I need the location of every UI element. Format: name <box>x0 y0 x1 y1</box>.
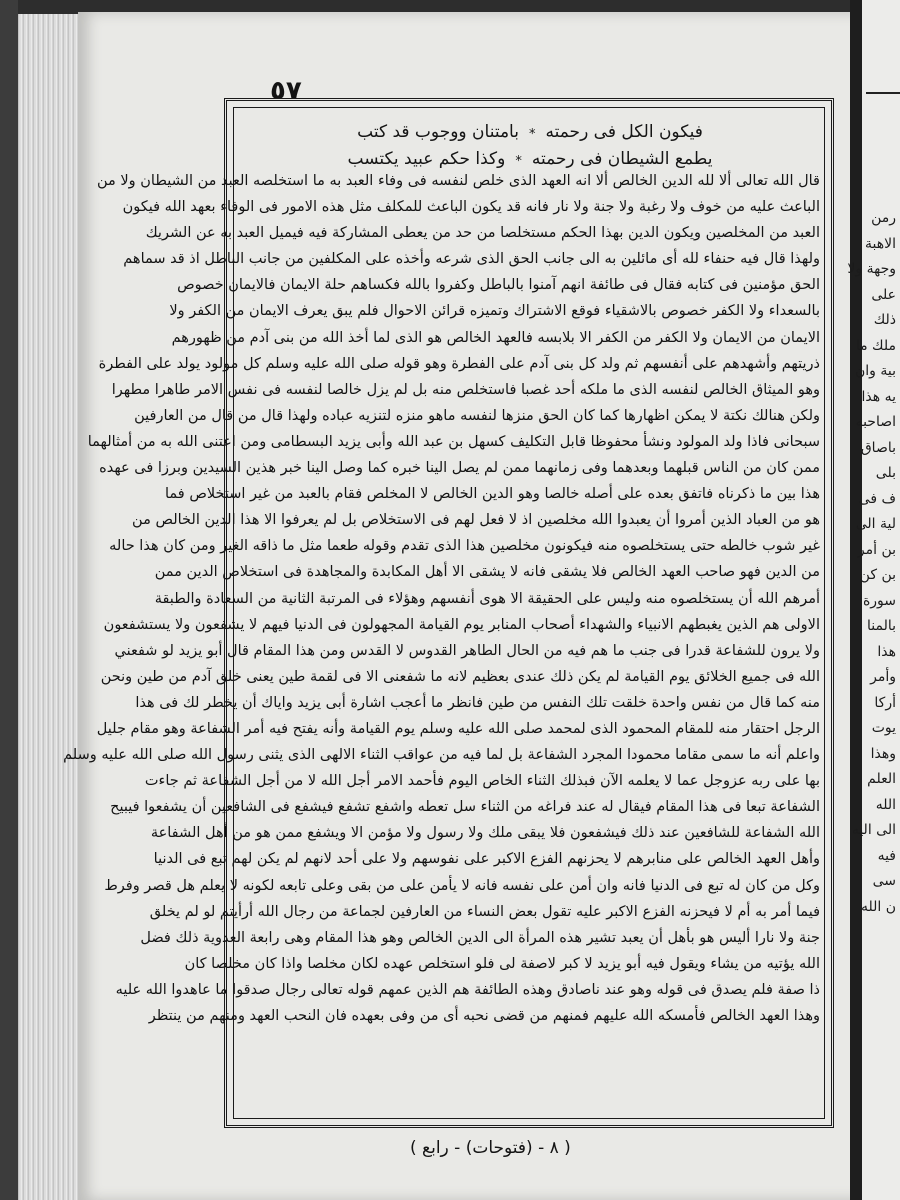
text-line: واعلم أنه ما سمى مقاما محمودا المجرد الشفاعة بل لما فيه من عواقب الثناء الالهى الذى يثنى رسول الله صلى الله عليه وسلم <box>63 747 820 764</box>
adjacent-page-text-fragment: اصاحبه <box>855 414 896 430</box>
text-line: الله يؤتيه من يشاء ويقول فيه أبو يزيد لا كبر لاصفة لى فلو استخلص عهده لكان مخلصا واذا كان مخلصا كان <box>184 955 820 972</box>
adjacent-page-text-fragment: العلم <box>867 771 896 787</box>
adjacent-page-text-fragment: ن الله <box>860 898 896 915</box>
adjacent-page-text-fragment: الى اليه <box>851 822 896 838</box>
adjacent-page <box>847 0 900 1200</box>
text-line: وأهل العهد الخالص على منابرهم لا يحزنهم الفزع الاكبر على نفوسهم ولا على أحد لانهم لم يكن لهم تبع فى الدنيا <box>153 851 820 868</box>
text-line: بالسعداء ولا الكفر خصوص بالاشقياء فوقع الاشتراك وتميزه قرائن الاحوال فلم يبق يعرف الايمان من الكفر ولا <box>169 303 820 320</box>
page-footer-signature: ( ٨ - (فتوحات) - رابع ) <box>410 1138 571 1158</box>
text-line: وهو الميثاق الخالص لنفسه الذى ما ملكه أحد غصبا فاستخلص منه بل لم يزل خالصا لنفسه فى نفس الامر طاهرا مطهرا <box>111 381 820 398</box>
text-line: غير شوب خالطه حتى يستخلصوه منه فيكونون مخلصين هذا الذى تقدم وقوله طعما مثل ما ذاقه الغير ومن كان هذا حاله <box>109 538 820 555</box>
text-line: وكل من كان له تبع فى الدنيا فانه وان أمن على نفسه فانه لا يأمن على من بقى وعلى تابعه لكونه لا يعلم هل قصر وفرط <box>104 877 820 894</box>
text-line: جنة ولا نارا أليس هو بأهل أن يعبد تشير هذه المرأة الى الدين الخالص وهو هذا المقام وهى رابعة العدوية ذلك فضل <box>140 929 820 946</box>
adjacent-page-text-fragment: سورة <box>862 592 896 609</box>
text-line: الباعث عليه من خوف ولا رغبة ولا جنة ولا نار فانه قد يكون الباعث للمكلف مثل هذه الامور فى الوفاء بعهد الله فيكون <box>122 199 820 216</box>
adjacent-page-text-fragment: فيه <box>877 847 896 864</box>
adjacent-page-text-fragment: يوت <box>871 720 896 736</box>
verse-hemistich-right: فيكون الكل فى رحمته <box>545 122 703 142</box>
book-edge-left <box>0 0 78 1200</box>
text-line: ذا صفة فلم يصدق فى قوله وهو عند ناصادق وهذه الطائفة هم الذين عمهم قوله تعالى رجال صدقوا ما عاهدوا الله عليه <box>115 981 820 998</box>
adjacent-page-text-fragment: ملك ما <box>855 337 896 354</box>
text-line: الايمان من الايمان ولا الكفر من الكفر الا بلابسه فالعهد الخالص هو الذى لما أخذ الله من بنى آدم من ظهورهم <box>171 329 820 346</box>
adjacent-page-text-fragment: أركا <box>874 694 896 711</box>
adjacent-page-rule <box>866 92 900 94</box>
text-line: من الدين فهو صاحب العهد الخالص فلا يشقى فانه لا يشقى الا أهل المكابدة والمجاهدة فى استخلاص الدين ممن <box>154 564 820 581</box>
text-line: الحق مؤمنين فى كتابه فقال فى طائفة انهم آمنوا بالباطل وكفروا بالله فكساهم حلة الايمان فالايمان خصوص <box>177 277 820 294</box>
page-number: ٥٧ <box>270 76 302 106</box>
text-line: الله الشفاعة للشافعين عند ذلك فيشفعون فلا يبقى ملك ولا رسول ولا مؤمن الا ويشفع ممن هو من أهل الشفاعة <box>150 825 820 842</box>
text-line: وهذا العهد الخالص فأمسكه الله عليهم فمنهم من قضى نحبه أى من وفى بعهده فان النحب العهد ومنهم من ينتظر <box>148 1008 820 1024</box>
adjacent-page-text-fragment: باصاق <box>860 439 896 456</box>
adjacent-page-text-fragment: بالمنا <box>866 618 896 634</box>
text-line: ولا يرون للشفاعة قدرا فى جنب ما هم فيه من الحال الطاهر القدوس لا القدس ومن هذا المقام قال أبو يزيد لو شفعني <box>114 642 820 659</box>
adjacent-page-text-fragment: يه هذا <box>861 388 896 405</box>
adjacent-page-text-fragment: لية الى <box>855 516 896 532</box>
text-line: فيما أمر به أم لا فيحزنه الفزع الاكبر عليه تقول بعض النساء من العارفين لجماعة من رجال الله أرأيتم لو لم يخلق <box>149 903 820 920</box>
text-line: الله فى جميع الخلائق يوم القيامة لم يكن ذلك عندى بعظيم لانه ما شفعنى الا فى لقمة طين يعنى خلق آدم من طين ونحن <box>100 668 820 685</box>
adjacent-page-text-fragment: ذلك <box>873 312 896 328</box>
verse-line-1 <box>240 122 820 148</box>
adjacent-page-text-fragment: الاهبة <box>865 235 896 252</box>
adjacent-page-text-fragment: بن أمر <box>857 541 896 558</box>
verse-separator-star: * <box>528 127 536 142</box>
text-line: قال الله تعالى ألا لله الدين الخالص ألا انه العهد الذى خلص لنفسه فى وفاء العبد به ما استخلصه العبد من الشيطان ولا من <box>96 173 820 189</box>
verse-hemistich-left: بامتنان ووجوب قد كتب <box>357 122 519 142</box>
text-line: هذا بين ما ذكرناه فاتفق بعده على أصله خالصا وهو الدين الخالص لا المخلص فقام بالعبد من غير استخلاص فما <box>164 486 820 503</box>
text-line: الشفاعة تبعا فى هذا المقام فيقال له عند فراغه من الثناء سل تعطه واشفع تشفع فيشفع فى الشافعين أن يشفعوا فيبيح <box>110 799 820 816</box>
text-line: الاولى هم الذين يغبطهم الانبياء والشهداء أصحاب المنابر يوم القيامة المجهولون فى الدنيا فيهم لا يشفعون ولا يستشفعون <box>103 616 820 633</box>
adjacent-page-text-fragment: بية وان <box>854 363 896 379</box>
adjacent-page-text-fragment: وجهة ولا <box>847 261 896 277</box>
verse-hemistich-right: يطمع الشيطان فى رحمته <box>531 149 713 169</box>
verse-separator-star: * <box>515 154 522 169</box>
text-line: منه كما قال من نفس واحدة خلقت تلك النفس من طين فانظر ما أعجب اشارة أبى يزيد واياك أن يخطر لك فى هذا <box>135 694 820 711</box>
adjacent-page-text-fragment: وأمر <box>870 669 896 685</box>
adjacent-page-text-fragment: الله <box>875 796 896 813</box>
text-line: هو من العباد الذين أمروا أن يعبدوا الله مخلصين اذ لا فعل لهم فى الاستخلاص بل لم يعرفوا الا هذا الدين الخالص من <box>132 512 820 529</box>
adjacent-page-text-fragment: سى <box>872 873 896 889</box>
text-line: العبد من المخلصين ويكون الدين بهذا الحكم مستخلصا من حد من يعطى المشاركة فيه فيميل العبد به عن الشريك <box>145 225 820 242</box>
body-text <box>63 168 820 1029</box>
text-line: سبحانى فاذا ولد المولود ونشأ محفوظا قابل التكليف كسهل بن عبد الله وأبى يزيد البسطامى ومن اعتنى الله به من أمثالهما <box>87 433 820 450</box>
text-line: ولهذا قال فيه حنفاء لله أى مائلين به الى جانب الحق الذى شرعه وأخذه على المكلفين من جانب الباطل اذ قد سماهم <box>123 251 820 268</box>
adjacent-page-text-fragment: بلى <box>875 465 896 481</box>
adjacent-page-text-fragment: هذا <box>877 643 896 660</box>
text-line: أمرهم الله أن يستخلصوه منه وليس على الحقيقة الا هوى أنفسهم وهؤلاء فى المرتبة الثانية من السعادة والطبقة <box>154 590 820 607</box>
adjacent-page-text-fragment: على <box>871 286 896 303</box>
adjacent-page-text-fragment: بن كن <box>859 567 896 583</box>
adjacent-page-text-fragment: ف فى <box>858 490 896 507</box>
text-line: ولكن هنالك نكتة لا يمكن اظهارها كما كان الحق منزها لنفسه ماهو منزه لتنزيه عباده ولهذا قال من قال من العارفين <box>134 407 820 424</box>
text-line: الرجل احتقار منه للمقام المحمود الذى لمحمد صلى الله عليه وسلم يوم القيامة وأنه يفتح فيه أمر الشفاعة وهو مقام جليل <box>96 720 820 737</box>
adjacent-page-text-fragment: رمن <box>871 210 896 226</box>
verse-hemistich-left: وكذا حكم عبيد يكتسب <box>347 149 506 169</box>
adjacent-page-text-fragment: وهذا <box>870 745 896 762</box>
text-line: بها على ربه عزوجل عما لا يعلمه الآن فبذلك الثناء الخاص اليوم فأحمد الامر أجل الله لا من أجل الشفاعة ثم جاءت <box>144 773 820 790</box>
text-line: ممن كان من الناس قبلهما وبعدهما وفى زمانهما ممن لم يصل الينا خبره كما وصل الينا خبر هذين السيدين وبرزا فى عهده <box>99 460 820 477</box>
text-line: ذريتهم وأشهدهم على أنفسهم ثم ولد كل بنى آدم على الفطرة وهو قوله صلى الله عليه وسلم كل مولود يولد على الفطرة <box>98 355 820 372</box>
